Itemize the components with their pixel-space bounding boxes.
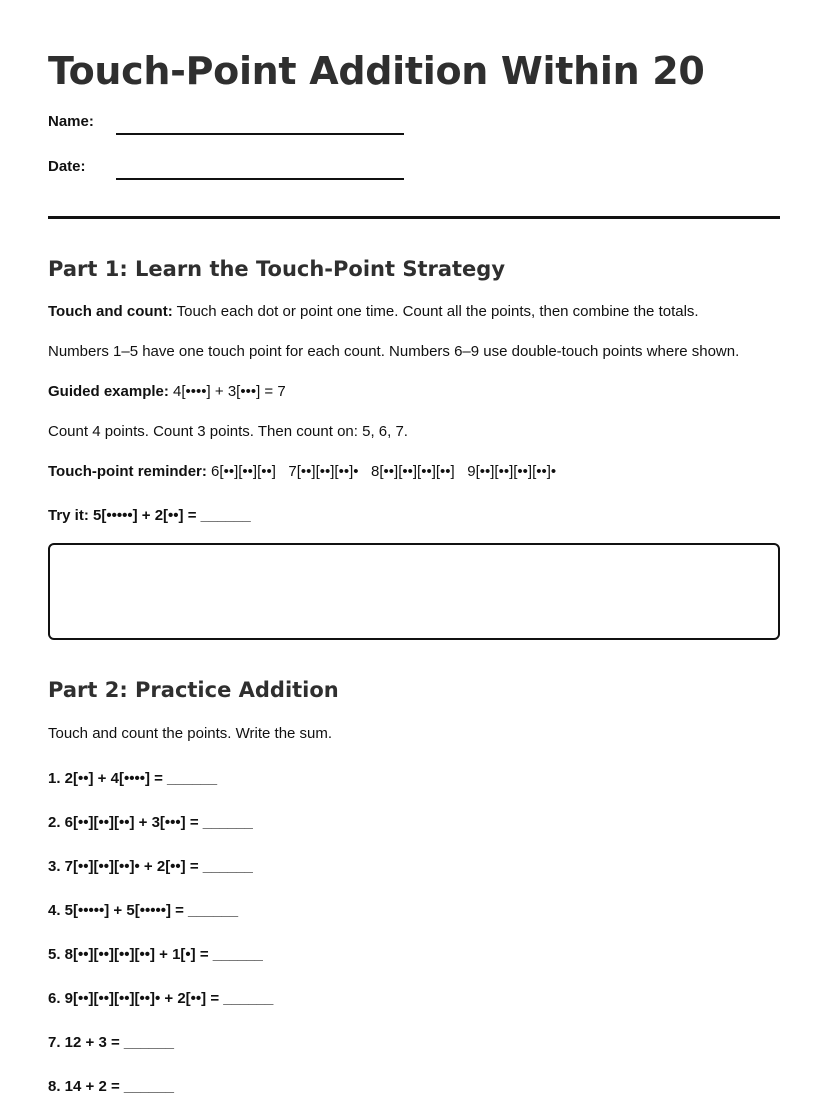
practice-problem: 5. 8[••][••][••][••] + 1[•] = ______	[48, 946, 263, 963]
name-label: Name:	[48, 113, 94, 130]
touch-point-reminder-text: 6[••][••][••] 7[••][••][••]• 8[••][••][••][••] 9[••][••][••][••]•	[206, 463, 557, 480]
practice-problem: 4. 5[•••••] + 5[•••••] = ______	[48, 902, 239, 919]
answer-box[interactable]	[48, 543, 780, 640]
date-label: Date:	[48, 158, 86, 175]
practice-problem: 8. 14 + 2 = ______	[48, 1078, 174, 1095]
touch-point-reminder-label: Touch-point reminder:	[48, 463, 207, 480]
practice-problem: 3. 7[••][••][••]• + 2[••] = ______	[48, 858, 253, 875]
practice-problem: 2. 6[••][••][••] + 3[•••] = ______	[48, 814, 253, 831]
practice-problem: 1. 2[••] + 4[••••] = ______	[48, 770, 218, 787]
part-2-heading: Part 2: Practice Addition	[48, 678, 339, 702]
guided-example-paragraph	[48, 382, 780, 402]
guided-example-text: 4[••••] + 3[•••] = 7	[168, 383, 286, 400]
part-2-section	[48, 677, 780, 1097]
try-it-problem: Try it: 5[•••••] + 2[••] = ______	[48, 507, 251, 524]
date-field-row	[48, 158, 780, 180]
touch-point-reminder-paragraph	[48, 462, 780, 482]
touch-and-count-text: Touch each dot or point one time. Count all the points, then combine the totals.	[172, 303, 699, 320]
count-on-paragraph: Count 4 points. Count 3 points. Then count on: 5, 6, 7.	[48, 423, 408, 440]
practice-problem: 7. 12 + 3 = ______	[48, 1034, 174, 1051]
part-1-heading: Part 1: Learn the Touch-Point Strategy	[48, 257, 506, 281]
name-field[interactable]	[116, 133, 404, 135]
part-2-intro: Touch and count the points. Write the sum.	[48, 725, 333, 742]
guided-example-label: Guided example:	[48, 383, 169, 400]
date-field[interactable]	[116, 178, 404, 180]
name-field-row	[48, 113, 780, 135]
page-title: Touch-Point Addition Within 20	[48, 49, 705, 93]
part-1-section	[48, 256, 780, 640]
numbers-paragraph: Numbers 1–5 have one touch point for each count. Numbers 6–9 use double-touch points where shown.	[48, 343, 740, 360]
touch-and-count-label: Touch and count:	[48, 303, 173, 320]
practice-problem: 6. 9[••][••][••][••]• + 2[••] = ______	[48, 990, 274, 1007]
touch-and-count-paragraph	[48, 302, 780, 322]
header-divider	[48, 216, 780, 219]
